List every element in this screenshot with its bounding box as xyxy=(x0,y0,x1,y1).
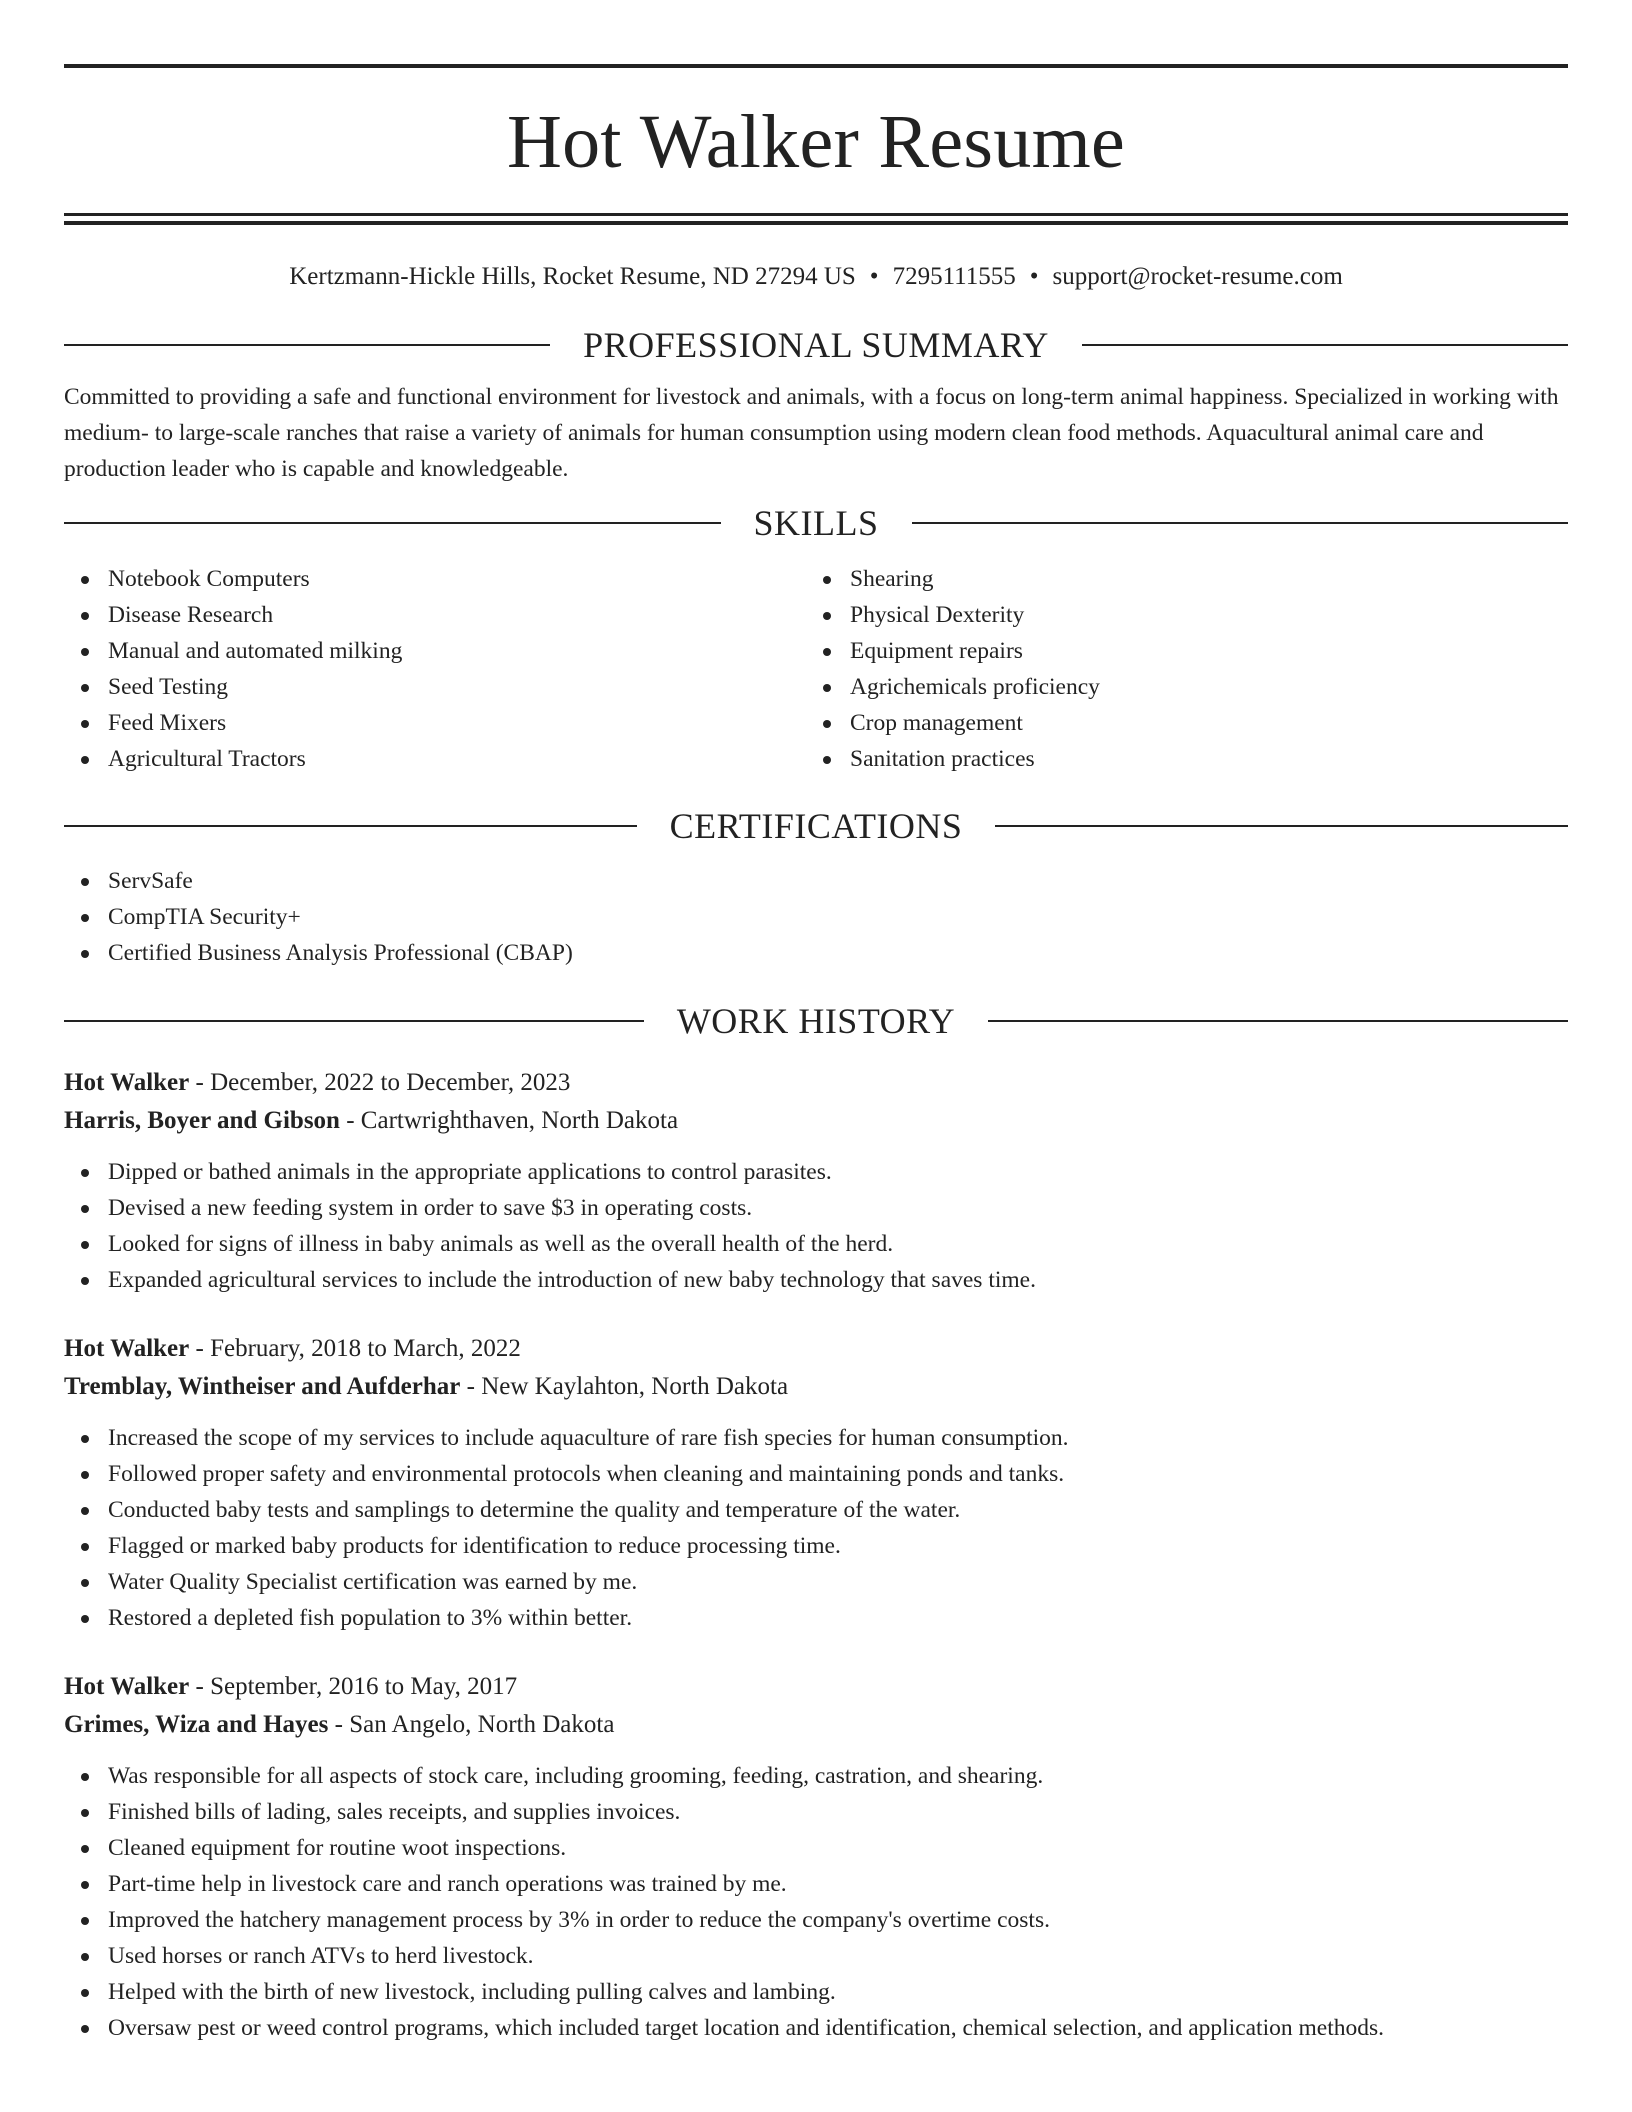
skill-item: Sanitation practices xyxy=(806,741,1548,777)
job-company: Tremblay, Wintheiser and Aufderhar xyxy=(64,1373,461,1400)
resume-title: Hot Walker Resume xyxy=(506,100,1126,184)
section-title-skills: SKILLS xyxy=(753,503,879,543)
certification-item: Certified Business Analysis Professional (CBAP) xyxy=(64,935,1568,971)
section-title-summary: PROFESSIONAL SUMMARY xyxy=(583,325,1049,365)
job-dates: December, 2022 to December, 2023 xyxy=(210,1069,571,1096)
skill-item: Disease Research xyxy=(64,597,806,633)
job-bullets xyxy=(64,1154,1568,1298)
job-entry xyxy=(64,1064,1568,1298)
job-bullet: Finished bills of lading, sales receipts, and supplies invoices. xyxy=(64,1794,1568,1830)
job-bullets xyxy=(64,1758,1568,2046)
skill-item: Feed Mixers xyxy=(64,705,806,741)
job-company-line: Grimes, Wiza and Hayes - San Angelo, North Dakota xyxy=(64,1711,615,1738)
job-bullet: Flagged or marked baby products for identification to reduce processing time. xyxy=(64,1528,1568,1564)
job-location: New Kaylahton, North Dakota xyxy=(481,1373,789,1400)
job-bullet: Water Quality Specialist certification was earned by me. xyxy=(64,1564,1568,1600)
job-bullet: Helped with the birth of new livestock, including pulling calves and lambing. xyxy=(64,1974,1568,2010)
job-entry xyxy=(64,1330,1568,1636)
summary-text: Committed to providing a safe and functional environment for livestock and animals, with a focus on long-term animal happiness. Specialized in working with medium- to large-scale ranches that raise a variety of animals for human consumption using modern clean food methods. Aquacultural animal care and production leader who is capable and knowledgeable. xyxy=(64,384,1559,482)
job-title-line: Hot Walker - February, 2018 to March, 2022 xyxy=(64,1335,521,1362)
contact-email: support@rocket-resume.com xyxy=(1052,263,1343,290)
contact-line xyxy=(64,262,1568,292)
skill-item: Agrichemicals proficiency xyxy=(806,669,1548,705)
job-location: Cartwrighthaven, North Dakota xyxy=(360,1107,679,1134)
job-company-line: Tremblay, Wintheiser and Aufderhar - New Kaylahton, North Dakota xyxy=(64,1373,789,1400)
skill-item: Notebook Computers xyxy=(64,561,806,597)
certification-item: ServSafe xyxy=(64,863,1568,899)
job-bullet: Improved the hatchery management process by 3% in order to reduce the company's overtime costs. xyxy=(64,1902,1568,1938)
skills-columns xyxy=(64,561,1568,777)
skill-item: Shearing xyxy=(806,561,1548,597)
job-bullet: Conducted baby tests and samplings to determine the quality and temperature of the water. xyxy=(64,1492,1568,1528)
job-bullet: Part-time help in livestock care and ranch operations was trained by me. xyxy=(64,1866,1568,1902)
job-bullet: Followed proper safety and environmental protocols when cleaning and maintaining ponds and tanks. xyxy=(64,1456,1568,1492)
job-dates: September, 2016 to May, 2017 xyxy=(210,1673,518,1700)
skill-item: Manual and automated milking xyxy=(64,633,806,669)
contact-separator: • xyxy=(869,263,879,290)
contact-address: Kertzmann-Hickle Hills, Rocket Resume, ND 27294 US xyxy=(289,263,856,290)
contact-phone: 7295111555 xyxy=(892,263,1016,290)
skill-item: Agricultural Tractors xyxy=(64,741,806,777)
job-company: Grimes, Wiza and Hayes xyxy=(64,1711,329,1738)
skills-list-left xyxy=(64,561,806,777)
skill-item: Seed Testing xyxy=(64,669,806,705)
skill-item: Physical Dexterity xyxy=(806,597,1548,633)
certification-item: CompTIA Security+ xyxy=(64,899,1568,935)
resume-page xyxy=(64,64,1568,2046)
section-header-summary xyxy=(64,325,1568,365)
job-bullet: Used horses or ranch ATVs to herd livestock. xyxy=(64,1938,1568,1974)
job-bullet: Devised a new feeding system in order to save $3 in operating costs. xyxy=(64,1190,1568,1226)
job-title: Hot Walker xyxy=(64,1335,190,1362)
job-bullet: Cleaned equipment for routine woot inspections. xyxy=(64,1830,1568,1866)
job-title: Hot Walker xyxy=(64,1673,190,1700)
job-title-line: Hot Walker - December, 2022 to December, 2023 xyxy=(64,1069,571,1096)
job-bullet: Expanded agricultural services to include the introduction of new baby technology that saves time. xyxy=(64,1262,1568,1298)
job-title: Hot Walker xyxy=(64,1069,190,1096)
section-header-skills xyxy=(64,503,1568,543)
skills-list-right xyxy=(806,561,1548,777)
top-rule xyxy=(64,64,1568,68)
job-bullet: Dipped or bathed animals in the appropriate applications to control parasites. xyxy=(64,1154,1568,1190)
contact-separator: • xyxy=(1029,263,1039,290)
title-double-rule xyxy=(64,213,1568,225)
job-bullet: Restored a depleted fish population to 3% within better. xyxy=(64,1600,1568,1636)
section-title-certifications: CERTIFICATIONS xyxy=(669,806,963,846)
skill-item: Crop management xyxy=(806,705,1548,741)
job-entry xyxy=(64,1668,1568,2046)
job-title-line: Hot Walker - September, 2016 to May, 2017 xyxy=(64,1673,518,1700)
job-bullet: Oversaw pest or weed control programs, which included target location and identification, chemical selection, and application methods. xyxy=(64,2010,1568,2046)
section-title-work-history: WORK HISTORY xyxy=(676,1001,956,1041)
job-company-line: Harris, Boyer and Gibson - Cartwrighthaven, North Dakota xyxy=(64,1107,679,1134)
skill-item: Equipment repairs xyxy=(806,633,1548,669)
section-header-work-history xyxy=(64,1001,1568,1041)
job-location: San Angelo, North Dakota xyxy=(349,1711,615,1738)
job-bullet: Looked for signs of illness in baby animals as well as the overall health of the herd. xyxy=(64,1226,1568,1262)
job-company: Harris, Boyer and Gibson xyxy=(64,1107,340,1134)
job-bullet: Was responsible for all aspects of stock care, including grooming, feeding, castration, and shearing. xyxy=(64,1758,1568,1794)
job-bullets xyxy=(64,1420,1568,1636)
section-header-certifications xyxy=(64,806,1568,846)
job-bullet: Increased the scope of my services to include aquaculture of rare fish species for human consumption. xyxy=(64,1420,1568,1456)
certifications-list xyxy=(64,863,1568,971)
job-dates: February, 2018 to March, 2022 xyxy=(210,1335,521,1362)
